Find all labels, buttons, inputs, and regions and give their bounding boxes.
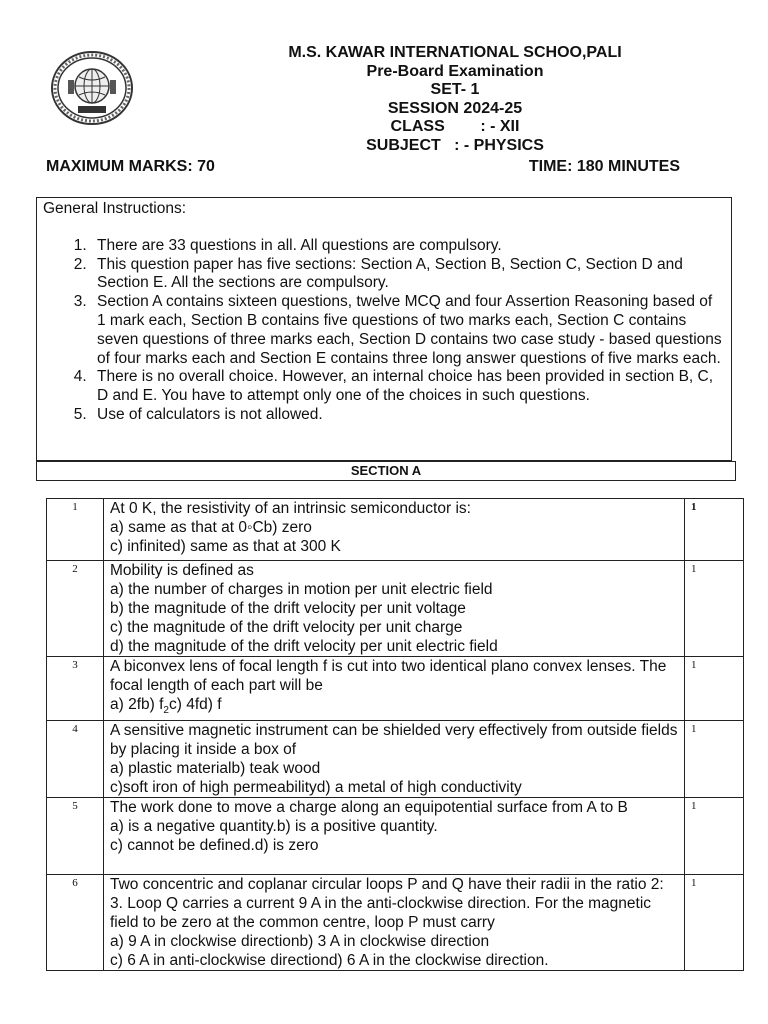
question-option-line: a) plastic materialb) teak wood [110,760,321,778]
question-marks: 1 [685,657,744,721]
option-subscript: 2 [163,705,169,717]
question-option-line: a) 9 A in clockwise directionb) 3 A in clockwise direction [110,933,490,951]
question-option-line: b) the magnitude of the drift velocity per unit voltage [110,600,466,617]
instruction-item: 2. This question paper has five sections: Section A, Section B, Section C, Section D and Section E. All the sections are compulsory. [91,256,725,294]
question-option-line [110,695,680,720]
question-row [47,657,744,721]
set-label: SET- 1 [430,81,480,99]
question-number: 2 [47,561,104,657]
question-marks: 1 [685,561,744,657]
questions-table [46,498,744,971]
class-label: CLASS : - XII [390,118,520,136]
question-line: A biconvex lens of focal length f is cut into two identical plano convex lenses. The focal length of each part will be [110,658,667,694]
question-option-line: a) same as that at 0◦Cb) zero [110,519,312,536]
question-number: 3 [47,657,104,721]
question-option-line: c) infinited) same as that at 300 K [110,538,341,555]
question-option-line: a) the number of charges in motion per unit electric field [110,581,493,598]
school-name: M.S. KAWAR INTERNATIONAL SCHOO,PALI [288,44,622,61]
question-text [104,561,685,657]
exam-header [230,44,680,156]
instruction-item: 1. There are 33 questions in all. All questions are compulsory. [91,237,725,256]
question-line: The work done to move a charge along an equipotential surface from A to B [110,799,628,817]
time-allowed: TIME: 180 MINUTES [528,158,680,175]
question-row [47,721,744,798]
question-text [104,721,685,798]
question-marks: 1 [685,721,744,798]
question-line: At 0 K, the resistivity of an intrinsic semiconductor is: [110,500,471,517]
question-number: 5 [47,798,104,875]
option-text: c) 4fd) f [168,696,222,713]
question-option-line: c)soft iron of high permeabilityd) a metal of high conductivity [110,779,522,797]
instruction-item: 3. Section A contains sixteen questions, twelve MCQ and four Assertion Reasoning based of 1 mark each, Section B contains five questions of two marks each, Section C contains seven questions of three marks each, Section D contains two case study - based questions of four marks each and Section E contains three long answer questions of five marks each. [91,293,725,368]
exam-name: Pre-Board Examination [366,62,544,80]
question-text [104,875,685,971]
question-number: 4 [47,721,104,798]
question-text [104,657,685,721]
instruction-item: 4. There is no overall choice. However, an internal choice has been provided in section B, C, D and E. You have to attempt only one of the choices in such questions. [91,368,725,406]
question-number: 6 [47,875,104,971]
question-marks: 1 [685,798,744,875]
question-option-line: a) is a negative quantity.b) is a positive quantity. [110,818,438,836]
question-line: Mobility is defined as [110,562,254,579]
max-marks: MAXIMUM MARKS: 70 [46,158,215,175]
question-text [104,798,685,875]
question-line: A sensitive magnetic instrument can be shielded very effectively from outside fields by placing it inside a box of [110,722,678,759]
question-row [47,875,744,971]
section-heading: SECTION A [36,461,736,481]
session-label: SESSION 2024-25 [387,99,523,117]
question-line: Two concentric and coplanar circular loops P and Q have their radii in the ratio 2: 3. Loop Q carries a current 9 A in the anti-clockwise direction. For the magnetic field to be zero at the common centre, loop P must carry [110,876,664,932]
question-row [47,798,744,875]
question-number: 1 [47,499,104,561]
question-marks: 1 [685,499,744,561]
question-option-line: d) the magnitude of the drift velocity per unit electric field [110,638,498,655]
question-option-line: c) 6 A in anti-clockwise directiond) 6 A in the clockwise direction. [110,952,549,970]
instructions-heading: General Instructions: [43,200,187,217]
instructions-list [43,237,725,425]
question-marks: 1 [685,875,744,971]
subject-label: SUBJECT : - PHYSICS [366,136,544,154]
general-instructions-box [36,197,732,461]
school-emblem-icon [50,50,134,126]
question-row [47,561,744,657]
question-option-line: c) cannot be defined.d) is zero [110,837,319,855]
question-row [47,499,744,561]
instruction-item: 5. Use of calculators is not allowed. [91,406,725,425]
option-text: a) 2fb) f [110,696,164,713]
question-text [104,499,685,561]
question-option-line: c) the magnitude of the drift velocity per unit charge [110,619,463,636]
